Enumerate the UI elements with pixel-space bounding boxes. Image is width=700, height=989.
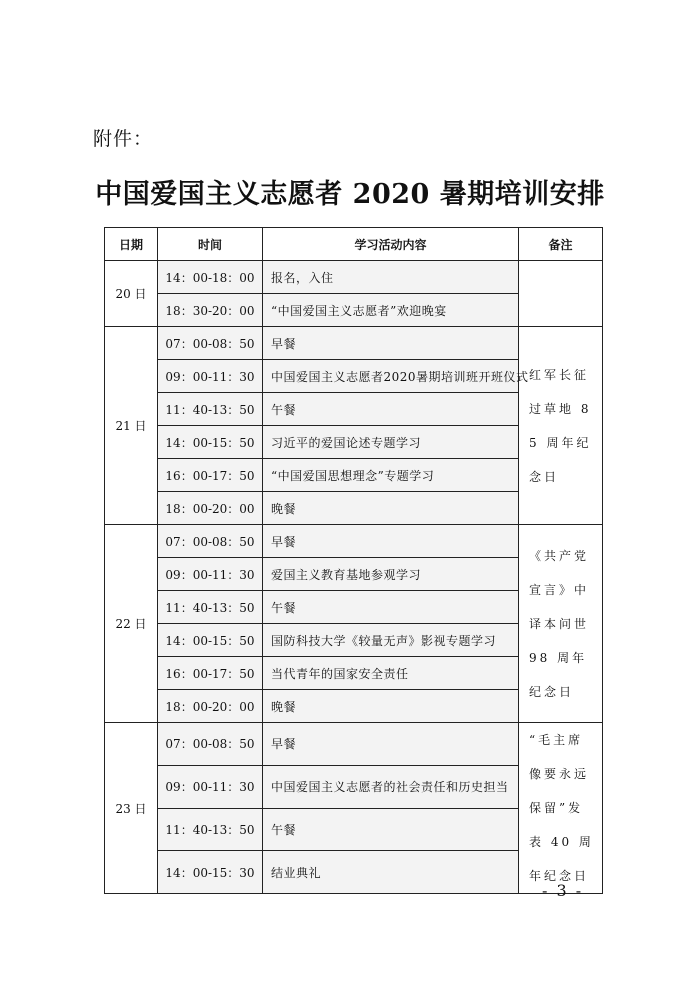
activity-cell: 习近平的爱国论述专题学习 (263, 426, 519, 459)
time-cell: 09：00-11：30 (158, 558, 263, 591)
time-cell: 14：00-18：00 (158, 261, 263, 294)
time-cell: 14：00-15：30 (158, 851, 263, 894)
date-cell: 22 日 (105, 525, 158, 723)
table-header-row (105, 228, 603, 261)
activity-cell: 晚餐 (263, 690, 519, 723)
time-cell: 09：00-11：30 (158, 360, 263, 393)
time-cell: 07：00-08：50 (158, 525, 263, 558)
time-cell: 18：00-20：00 (158, 690, 263, 723)
activity-cell: 早餐 (263, 525, 519, 558)
time-cell: 14：00-15：50 (158, 624, 263, 657)
table-row (105, 327, 603, 360)
time-cell: 18：00-20：00 (158, 492, 263, 525)
activity-cell: 中国爱国主义志愿者2020暑期培训班开班仪式 (263, 360, 519, 393)
note-cell: “毛主席像要永远保留”发表 40 周年纪念日 (519, 723, 603, 894)
activity-cell: 午餐 (263, 808, 519, 851)
time-cell: 07：00-08：50 (158, 327, 263, 360)
activity-cell: 中国爱国主义志愿者的社会责任和历史担当 (263, 765, 519, 808)
activity-cell: 早餐 (263, 723, 519, 766)
time-cell: 11：40-13：50 (158, 393, 263, 426)
column-header-date: 日期 (105, 228, 158, 261)
column-header-time: 时间 (158, 228, 263, 261)
date-cell: 21 日 (105, 327, 158, 525)
time-cell: 16：00-17：50 (158, 657, 263, 690)
time-cell: 09：00-11：30 (158, 765, 263, 808)
time-cell: 11：40-13：50 (158, 808, 263, 851)
attachment-label: 附件： (93, 128, 154, 150)
date-cell: 23 日 (105, 723, 158, 894)
activity-cell: 晚餐 (263, 492, 519, 525)
activity-cell: 爱国主义教育基地参观学习 (263, 558, 519, 591)
time-cell: 14：00-15：50 (158, 426, 263, 459)
date-cell: 20 日 (105, 261, 158, 327)
column-header-activity: 学习活动内容 (263, 228, 519, 261)
activity-cell: 结业典礼 (263, 851, 519, 894)
note-cell: 红军长征过草地 85 周年纪念日 (519, 327, 603, 525)
time-cell: 18：30-20：00 (158, 294, 263, 327)
note-cell (519, 261, 603, 327)
page-number: - 3 - (542, 881, 584, 900)
activity-cell: “中国爱国主义志愿者”欢迎晚宴 (263, 294, 519, 327)
activity-cell: 当代青年的国家安全责任 (263, 657, 519, 690)
activity-cell: 午餐 (263, 393, 519, 426)
time-cell: 16：00-17：50 (158, 459, 263, 492)
activity-cell: 早餐 (263, 327, 519, 360)
time-cell: 11：40-13：50 (158, 591, 263, 624)
schedule-table (104, 227, 603, 894)
activity-cell: 国防科技大学《较量无声》影视专题学习 (263, 624, 519, 657)
document-title: 中国爱国主义志愿者 2020 暑期培训安排 (95, 179, 605, 210)
time-cell: 07：00-08：50 (158, 723, 263, 766)
activity-cell: “中国爱国思想理念”专题学习 (263, 459, 519, 492)
note-cell: 《共产党宣言》中译本问世 98 周年纪念日 (519, 525, 603, 723)
activity-cell: 报名，入住 (263, 261, 519, 294)
column-header-note: 备注 (519, 228, 603, 261)
table-row (105, 525, 603, 558)
table-row (105, 261, 603, 294)
activity-cell: 午餐 (263, 591, 519, 624)
table-row (105, 723, 603, 766)
